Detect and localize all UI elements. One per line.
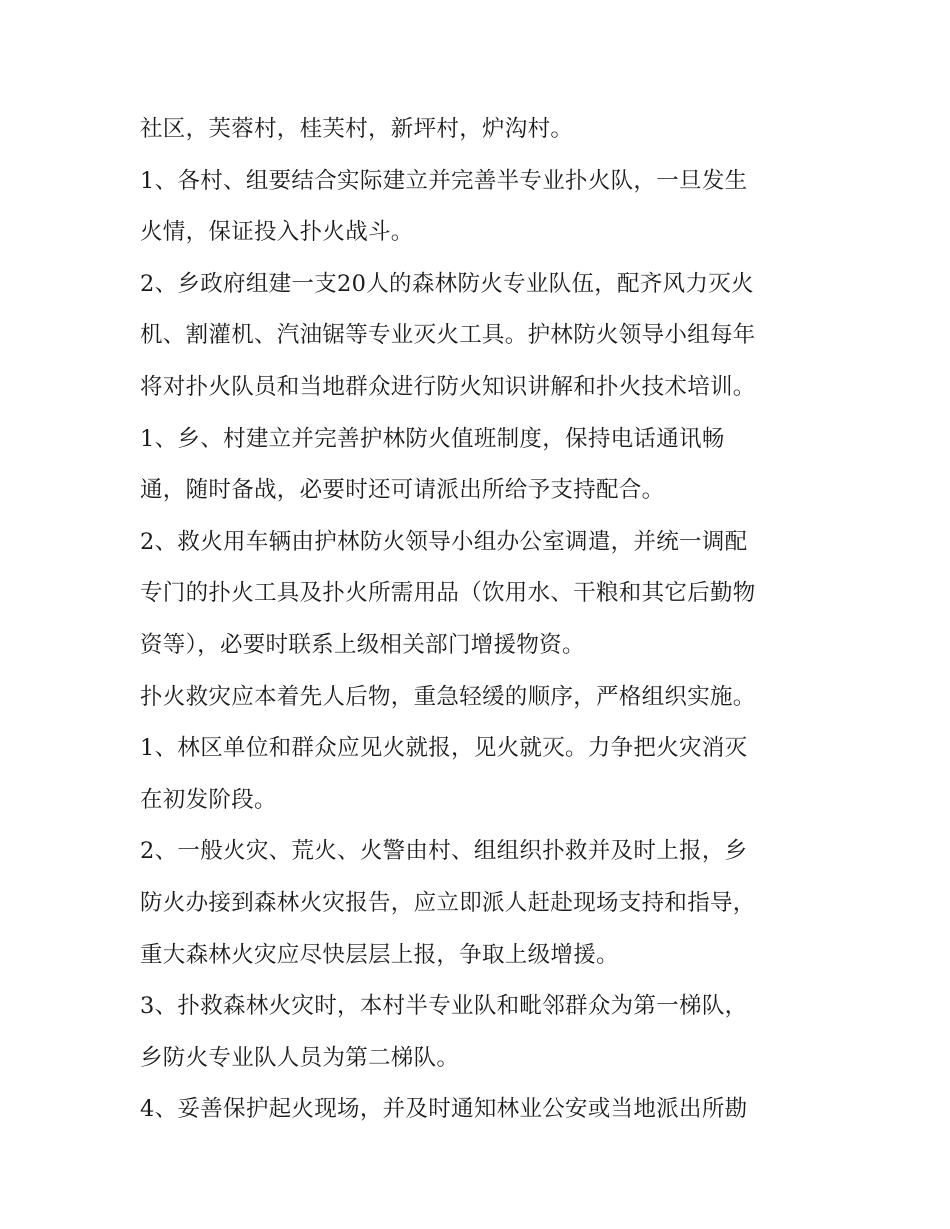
text-line-7: 1、乡、村建立并完善护林防火值班制度，保持电话通讯畅 — [140, 425, 725, 452]
text-line-11: 资等），必要时联系上级相关部门增援物资。 — [140, 631, 585, 658]
text-line-3: 火情，保证投入扑火战斗。 — [140, 219, 414, 246]
text-line-12: 扑火救灾应本着先人后物，重急轻缓的顺序，严格组织实施。 — [140, 683, 756, 710]
text-line-4: 2、乡政府组建一支20人的森林防火专业队伍，配齐风力灭火 — [140, 270, 754, 297]
text-line-19: 乡防火专业队人员为第二梯队。 — [140, 1044, 460, 1071]
document-page — [140, 104, 820, 1136]
text-line-17: 重大森林火灾应尽快层层上报，争取上级增援。 — [140, 941, 619, 968]
text-line-9: 2、救火用车辆由护林防火领导小组办公室调遣，并统一调配 — [140, 528, 748, 555]
text-line-20: 4、妥善保护起火现场，并及时通知林业公安或当地派出所勘 — [140, 1096, 748, 1123]
text-line-6: 将对扑火队员和当地群众进行防火知识讲解和扑火技术培训。 — [140, 373, 756, 400]
text-line-16: 防火办接到森林火灾报告，应立即派人赶赴现场支持和指导， — [140, 889, 756, 916]
text-line-14: 在初发阶段。 — [140, 786, 277, 813]
text-line-10: 专门的扑火工具及扑火所需用品（饮用水、干粮和其它后勤物 — [140, 580, 756, 607]
text-line-1: 社区，芙蓉村，桂芙村，新坪村，炉沟村。 — [140, 116, 574, 142]
text-line-13: 1、林区单位和群众应见火就报，见火就灭。力争把火灾消灭 — [140, 735, 748, 762]
text-line-8: 通，随时备战，必要时还可请派出所给予支持配合。 — [140, 477, 665, 504]
text-line-2: 1、各村、组要结合实际建立并完善半专业扑火队，一旦发生 — [140, 167, 748, 194]
text-line-5: 机、割灌机、汽油锯等专业灭火工具。护林防火领导小组每年 — [140, 322, 756, 349]
text-line-18: 3、扑救森林火灾时，本村半专业队和毗邻群众为第一梯队， — [140, 993, 748, 1020]
text-line-15: 2、一般火灾、荒火、火警由村、组组织扑救并及时上报，乡 — [140, 838, 748, 865]
